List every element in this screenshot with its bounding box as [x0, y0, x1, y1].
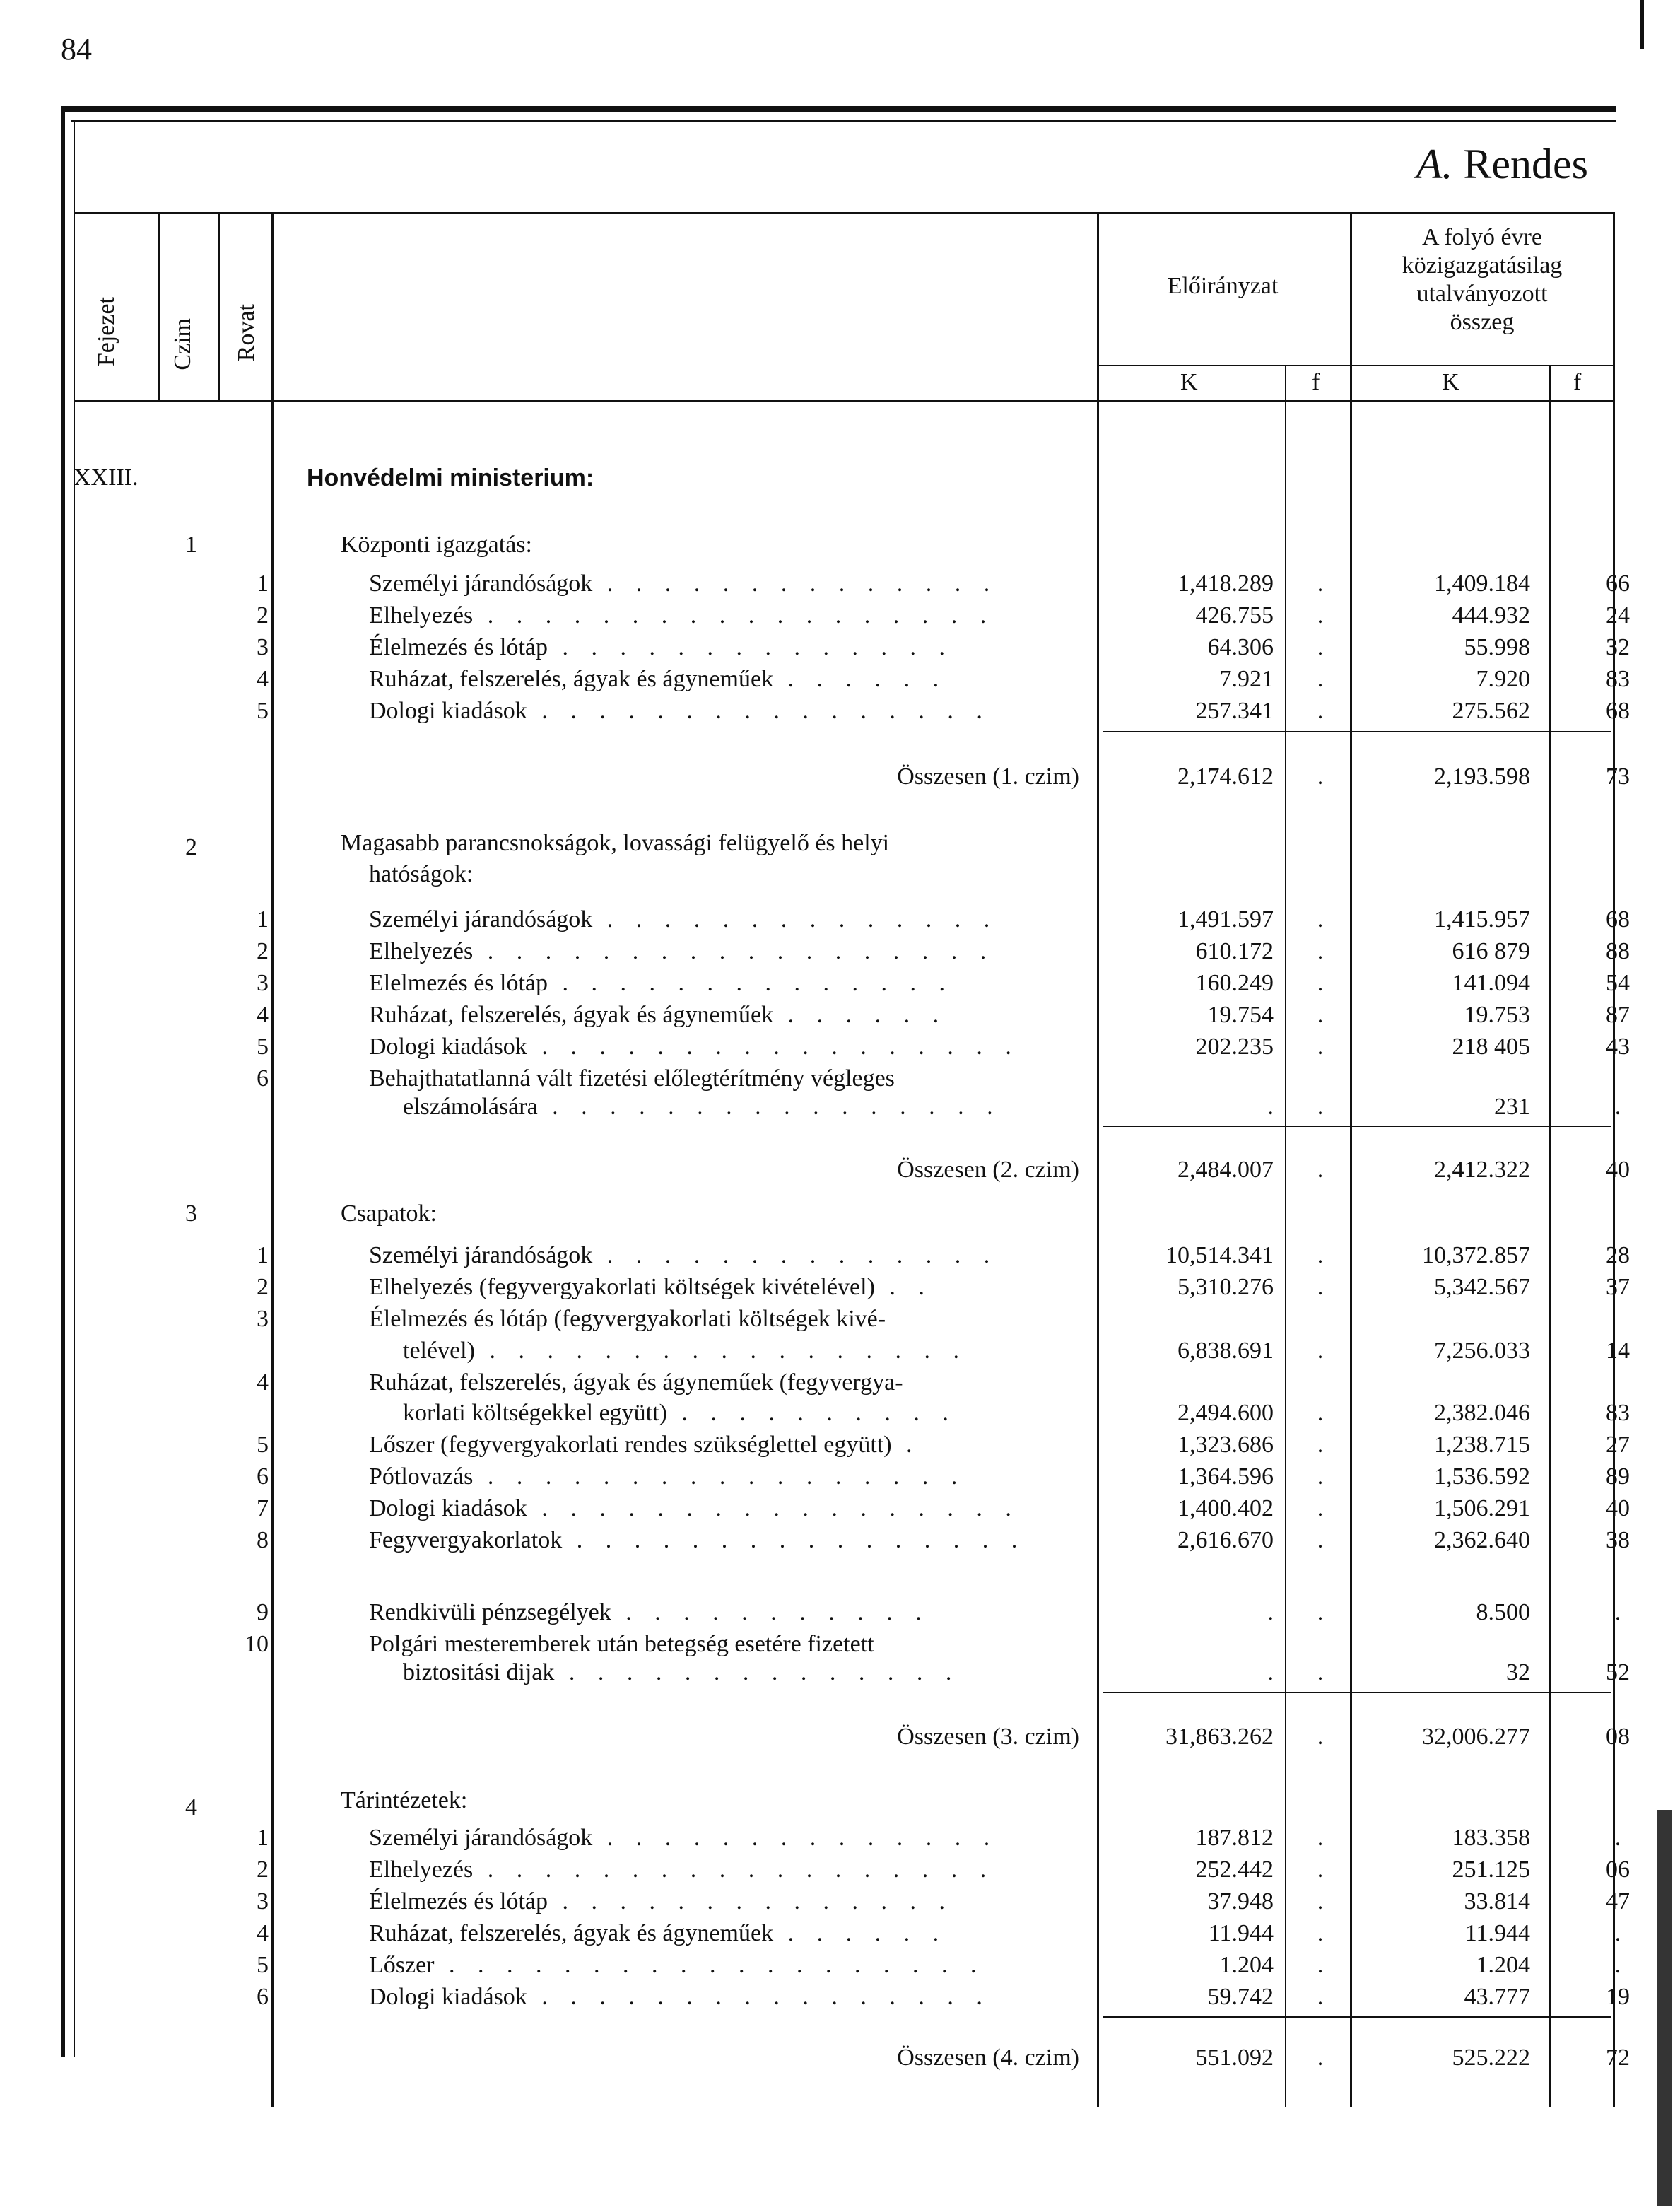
frame-left-rule-thin: [74, 120, 75, 2057]
eloiranyzat-f: .: [1317, 1094, 1324, 1120]
row-label: [369, 1273, 1076, 1302]
rovat-number: 3: [257, 1306, 269, 1332]
eloiranyzat-k: .: [1267, 1659, 1274, 1685]
eloiranyzat-f: .: [1317, 1659, 1324, 1685]
row-label-text: Elelmezés és lótáp: [369, 970, 548, 996]
row-label-text: Pótlovazás: [369, 1463, 474, 1490]
margin-mark-top: [1640, 0, 1644, 49]
eloiranyzat-f: .: [1317, 1338, 1324, 1364]
utalvanyozott-f: 40: [1606, 1495, 1630, 1521]
row-label-text: Elhelyezés: [369, 1857, 474, 1883]
eloiranyzat-k: 202.235: [1195, 1034, 1274, 1060]
leader-dots: . . . . . . . . . . . . . . . .: [527, 698, 991, 724]
leader-dots: . . . . . .: [773, 1920, 948, 1946]
eloiranyzat-k: 19.754: [1207, 1002, 1274, 1028]
czim-title-continued: hatóságok:: [369, 861, 474, 887]
row-label-text: Dologi kiadások: [369, 698, 527, 724]
row-label: [369, 1462, 1076, 1492]
row-label-continued: [403, 1658, 1110, 1688]
row-label: [369, 569, 1076, 599]
utalvanyozott-f: 40: [1606, 1157, 1630, 1183]
eloiranyzat-f: .: [1317, 1274, 1324, 1300]
utalvanyozott-f: 47: [1606, 1888, 1630, 1914]
utalvanyozott-k: 183.358: [1452, 1825, 1530, 1851]
row-label: [369, 665, 1076, 694]
eloiranyzat-k: 610.172: [1195, 938, 1274, 964]
frame-left-rule: [61, 106, 65, 2057]
header-fejezet: Fejezet: [93, 297, 119, 367]
row-label-text: Élelmezés és lótáp (fegyvergyakorlati költségek kivé-: [369, 1306, 886, 1332]
header-ef: f: [1312, 369, 1320, 395]
utalvanyozott-f: 66: [1606, 571, 1630, 597]
row-label: [369, 1032, 1076, 1062]
utalvanyozott-k: 1.204: [1476, 1952, 1530, 1978]
eloiranyzat-f: .: [1317, 666, 1324, 692]
header-utalvanyozott: [1351, 223, 1613, 337]
rovat-number: 8: [257, 1527, 269, 1553]
leader-dots: . . . . . . . . . . . . . .: [592, 1242, 999, 1268]
utalvanyozott-k: 2,362.640: [1434, 1527, 1530, 1553]
utalvanyozott-f: .: [1614, 1920, 1621, 1946]
header-czim: Czim: [170, 318, 196, 370]
rovat-number: 2: [257, 938, 269, 964]
leader-dots: . . . . . . . . . . . . . .: [548, 1888, 954, 1914]
rovat-number: 5: [257, 1034, 269, 1060]
eloiranyzat-f: .: [1317, 571, 1324, 597]
row-label: [369, 633, 1076, 662]
eloiranyzat-f: .: [1317, 1495, 1324, 1521]
eloiranyzat-k: 2,174.612: [1177, 764, 1274, 790]
eloiranyzat-f: .: [1317, 2045, 1324, 2071]
row-label: [369, 1982, 1076, 2012]
leader-dots: . . . . . . . . . . . . . . . .: [527, 1984, 991, 2010]
utalvanyozott-f: .: [1614, 1825, 1621, 1851]
header-utalvanyozott-line-2: közigazgatásilag: [1402, 252, 1563, 279]
utalvanyozott-k: 7,256.033: [1434, 1338, 1530, 1364]
eloiranyzat-f: .: [1317, 970, 1324, 996]
row-label-text: Dologi kiadások: [369, 1034, 527, 1060]
row-label: [369, 1368, 1076, 1398]
utalvanyozott-f: 83: [1606, 1400, 1630, 1426]
utalvanyozott-k: 616 879: [1452, 938, 1530, 964]
eloiranyzat-f: .: [1317, 698, 1324, 724]
utalvanyozott-f: 68: [1606, 698, 1630, 724]
eloiranyzat-k: 426.755: [1195, 602, 1274, 628]
eloiranyzat-k: 10,514.341: [1165, 1242, 1274, 1268]
eloiranyzat-k: 257.341: [1195, 698, 1274, 724]
rovat-number: 1: [257, 1242, 269, 1268]
rovat-number: 2: [257, 602, 269, 628]
rovat-number: 4: [257, 1369, 269, 1396]
leader-dots: .: [891, 1432, 921, 1458]
row-label-text: Élelmezés és lótáp: [369, 634, 548, 660]
header-eloiranyzat: Előirányzat: [1167, 273, 1279, 299]
leader-dots: . . . . . . . . . . . . . . . .: [537, 1094, 1001, 1120]
section-letter: A.: [1416, 141, 1453, 187]
rule-czim: [218, 212, 220, 402]
eloiranyzat-k: 2,616.670: [1177, 1527, 1274, 1553]
leader-dots: . . . . . . . . . . . . . .: [548, 634, 954, 660]
row-label-text: Ruházat, felszerelés, ágyak és ágyneműek: [369, 1920, 774, 1946]
row-label: [369, 1630, 1076, 1659]
header-uk: K: [1442, 369, 1459, 395]
row-label: [369, 1855, 1076, 1885]
utalvanyozott-f: 83: [1606, 666, 1630, 692]
leader-dots: . . . . . . . . . . . . . .: [592, 1825, 999, 1851]
utalvanyozott-k: 19.753: [1464, 1002, 1530, 1028]
row-label-text: Élelmezés és lótáp: [369, 1888, 548, 1914]
eloiranyzat-k: 59.742: [1207, 1984, 1274, 2010]
utalvanyozott-f: 28: [1606, 1242, 1630, 1268]
rovat-number: 1: [257, 1825, 269, 1851]
row-label: [369, 696, 1076, 726]
eloiranyzat-k: 6,838.691: [1177, 1338, 1274, 1364]
eloiranyzat-k: 2,494.600: [1177, 1400, 1274, 1426]
eloiranyzat-k: 252.442: [1195, 1857, 1274, 1883]
eloiranyzat-f: .: [1317, 1888, 1324, 1914]
leader-dots: . . . . . .: [773, 666, 948, 692]
rule-uk-uf: [1549, 365, 1551, 2107]
row-label: [369, 1241, 1076, 1270]
row-label-text: korlati költségekkel együtt): [403, 1400, 667, 1426]
header-bottom-line: [74, 400, 1614, 402]
leader-dots: . . . . . .: [773, 1002, 948, 1028]
utalvanyozott-k: 231: [1494, 1094, 1530, 1120]
rovat-number: 1: [257, 571, 269, 597]
eloiranyzat-k: 1,491.597: [1177, 906, 1274, 932]
rovat-number: 2: [257, 1274, 269, 1300]
eloiranyzat-f: .: [1317, 1400, 1324, 1426]
eloiranyzat-k: 187.812: [1195, 1825, 1274, 1851]
eloiranyzat-f: .: [1317, 1599, 1324, 1625]
eloiranyzat-f: .: [1317, 1034, 1324, 1060]
utalvanyozott-f: 24: [1606, 602, 1630, 628]
utalvanyozott-k: 1,409.184: [1434, 571, 1530, 597]
eloiranyzat-f: .: [1317, 1724, 1324, 1750]
leader-dots: . . . . . . . . . . . . . . . . .: [474, 1338, 968, 1364]
eloiranyzat-f: .: [1317, 1952, 1324, 1978]
row-label-text: Fegyvergyakorlatok: [369, 1527, 563, 1553]
utalvanyozott-k: 2,382.046: [1434, 1400, 1530, 1426]
row-label-continued: [403, 1398, 1110, 1428]
leader-dots: . . . . . . . . . . . . . .: [554, 1659, 961, 1685]
row-label: [369, 1494, 1076, 1524]
subtotal-rule: [1103, 2016, 1611, 2018]
row-label: [369, 1064, 1076, 1094]
utalvanyozott-f: 88: [1606, 938, 1630, 964]
row-label: [369, 1000, 1076, 1030]
leader-dots: . . . . . . . . . . . . . . . . .: [527, 1034, 1020, 1060]
header-utalvanyozott-line-3: utalványozott: [1416, 281, 1548, 307]
subtotal-rule: [1103, 1126, 1611, 1127]
row-label: [369, 1304, 1076, 1334]
row-label-text: Polgári mesteremberek után betegség esetére fizetett: [369, 1631, 874, 1657]
row-label: [369, 1430, 1076, 1460]
row-label-text: Elhelyezés: [369, 602, 474, 628]
section-title: [1416, 140, 1588, 189]
eloiranyzat-k: 11.944: [1208, 1920, 1274, 1946]
rovat-number: 6: [257, 1463, 269, 1490]
leader-dots: . . . . . . . . . . . . . . . . . .: [473, 1857, 995, 1883]
eloiranyzat-k: 2,484.007: [1177, 1157, 1274, 1183]
czim-number: 3: [185, 1200, 197, 1227]
row-label-text: Személyi járandóságok: [369, 1825, 593, 1851]
utalvanyozott-f: 72: [1606, 2045, 1630, 2071]
rovat-number: 4: [257, 1002, 269, 1028]
rovat-number: 2: [257, 1857, 269, 1883]
czim-number: 2: [185, 834, 197, 860]
row-label-text: Lőszer (fegyvergyakorlati rendes szükséglettel együtt): [369, 1432, 892, 1458]
leader-dots: . . . . . . . . . . . . . . . . . .: [473, 938, 995, 964]
eloiranyzat-k: 1,364.596: [1177, 1463, 1274, 1490]
czim-number: 4: [185, 1794, 197, 1820]
utalvanyozott-f: 52: [1606, 1659, 1630, 1685]
section-name: Rendes: [1463, 141, 1588, 187]
utalvanyozott-f: .: [1614, 1599, 1621, 1625]
leader-dots: . . . . . . . . . . . . . .: [592, 571, 999, 597]
eloiranyzat-f: .: [1317, 1242, 1324, 1268]
total-label: Összesen (4. czim): [897, 2045, 1079, 2071]
eloiranyzat-k: .: [1267, 1094, 1274, 1120]
utalvanyozott-f: 19: [1606, 1984, 1630, 2010]
utalvanyozott-f: .: [1614, 1094, 1621, 1120]
header-rovat: Rovat: [233, 304, 259, 362]
utalvanyozott-f: 37: [1606, 1274, 1630, 1300]
total-label: Összesen (1. czim): [897, 764, 1079, 790]
row-label-text: Lőszer: [369, 1952, 435, 1978]
rule-fejezet: [158, 212, 160, 402]
row-label: [369, 1919, 1076, 1948]
utalvanyozott-f: .: [1614, 1952, 1621, 1978]
utalvanyozott-k: 43.777: [1464, 1984, 1530, 2010]
utalvanyozott-f: 32: [1606, 634, 1630, 660]
utalvanyozott-k: 1,238.715: [1434, 1432, 1530, 1458]
rovat-number: 3: [257, 634, 269, 660]
utalvanyozott-k: 32: [1506, 1659, 1530, 1685]
eloiranyzat-f: .: [1317, 1920, 1324, 1946]
row-label-text: Személyi járandóságok: [369, 571, 593, 597]
eloiranyzat-k: 5,310.276: [1177, 1274, 1274, 1300]
header-uf: f: [1573, 369, 1582, 395]
eloiranyzat-k: 551.092: [1195, 2045, 1274, 2071]
leader-dots: . . . . . . . . . . . . . . . .: [562, 1527, 1026, 1553]
eloiranyzat-k: 1,400.402: [1177, 1495, 1274, 1521]
utalvanyozott-k: 525.222: [1452, 2045, 1530, 2071]
row-label-text: telével): [403, 1338, 475, 1364]
eloiranyzat-f: .: [1317, 1527, 1324, 1553]
row-label-text: Ruházat, felszerelés, ágyak és ágyneműek: [369, 666, 774, 692]
eloiranyzat-f: .: [1317, 1857, 1324, 1883]
eloiranyzat-k: 7.921: [1219, 666, 1274, 692]
czim-number: 1: [185, 532, 197, 558]
subtotal-rule: [1103, 731, 1611, 732]
header-utalvanyozott-line-4: összeg: [1450, 309, 1515, 335]
utalvanyozott-f: 27: [1606, 1432, 1630, 1458]
rovat-number: 6: [257, 1984, 269, 2010]
eloiranyzat-k: 31,863.262: [1165, 1724, 1274, 1750]
utalvanyozott-k: 33.814: [1464, 1888, 1530, 1914]
utalvanyozott-f: 43: [1606, 1034, 1630, 1060]
czim-title: Tárintézetek:: [341, 1787, 468, 1813]
utalvanyozott-k: 275.562: [1452, 698, 1530, 724]
rovat-number: 3: [257, 1888, 269, 1914]
eloiranyzat-f: .: [1317, 602, 1324, 628]
eloiranyzat-f: .: [1317, 1984, 1324, 2010]
row-label: [369, 1951, 1076, 1980]
row-label-text: Elhelyezés (fegyvergyakorlati költségek kivételével): [369, 1274, 875, 1300]
rule-rovat: [271, 212, 274, 2107]
utalvanyozott-k: 2,412.322: [1434, 1157, 1530, 1183]
rovat-number: 6: [257, 1065, 269, 1092]
utalvanyozott-k: 141.094: [1452, 970, 1530, 996]
utalvanyozott-f: 06: [1606, 1857, 1630, 1883]
rovat-number: 3: [257, 970, 269, 996]
eloiranyzat-k: 64.306: [1207, 634, 1274, 660]
utalvanyozott-f: 73: [1606, 764, 1630, 790]
leader-dots: . . . . . . . . . . . . . . . . .: [473, 1463, 966, 1490]
row-label: [369, 969, 1076, 998]
czim-title: Magasabb parancsnokságok, lovassági felügyelő és helyi: [341, 830, 890, 856]
utalvanyozott-k: 444.932: [1452, 602, 1530, 628]
utalvanyozott-k: 32,006.277: [1422, 1724, 1530, 1750]
eloiranyzat-k: 160.249: [1195, 970, 1274, 996]
sub-header-line: [1097, 365, 1614, 366]
total-label: Összesen (2. czim): [897, 1157, 1079, 1183]
leader-dots: . .: [874, 1274, 933, 1300]
row-label: [369, 1823, 1076, 1853]
row-label: [369, 937, 1076, 966]
eloiranyzat-k: .: [1267, 1599, 1274, 1625]
rovat-number: 4: [257, 1920, 269, 1946]
row-label: [369, 1598, 1076, 1627]
header-top-line: [74, 212, 1614, 214]
utalvanyozott-f: 54: [1606, 970, 1630, 996]
margin-mark-binding: [1657, 1810, 1672, 2206]
row-label: [369, 1526, 1076, 1555]
row-label: [369, 905, 1076, 935]
rovat-number: 9: [257, 1599, 269, 1625]
eloiranyzat-f: .: [1317, 1463, 1324, 1490]
row-label: [369, 1887, 1076, 1917]
utalvanyozott-k: 11.944: [1464, 1920, 1530, 1946]
row-label-text: Személyi járandóságok: [369, 1242, 593, 1268]
row-label-text: Dologi kiadások: [369, 1984, 527, 2010]
utalvanyozott-k: 1,506.291: [1434, 1495, 1530, 1521]
row-label-text: Személyi járandóságok: [369, 906, 593, 932]
rovat-number: 7: [257, 1495, 269, 1521]
utalvanyozott-k: 7.920: [1476, 666, 1530, 692]
row-label-text: Dologi kiadások: [369, 1495, 527, 1521]
czim-title: Központi igazgatás:: [341, 532, 532, 558]
rovat-number: 4: [257, 666, 269, 692]
chapter-roman: XXIII.: [74, 464, 139, 491]
eloiranyzat-k: 1.204: [1219, 1952, 1274, 1978]
utalvanyozott-f: 87: [1606, 1002, 1630, 1028]
chapter-title: Honvédelmi ministerium:: [307, 464, 594, 491]
row-label-text: elszámolására: [403, 1094, 538, 1120]
utalvanyozott-k: 8.500: [1476, 1599, 1530, 1625]
eloiranyzat-f: .: [1317, 1157, 1324, 1183]
utalvanyozott-k: 5,342.567: [1434, 1274, 1530, 1300]
utalvanyozott-k: 1,415.957: [1434, 906, 1530, 932]
page-number: 84: [61, 32, 92, 66]
total-label: Összesen (3. czim): [897, 1724, 1079, 1750]
leader-dots: . . . . . . . . . . . . . . . . . .: [473, 602, 995, 628]
rovat-number: 5: [257, 698, 269, 724]
row-label-text: Behajthatatlanná vált fizetési előlegtérítmény végleges: [369, 1065, 895, 1092]
eloiranyzat-f: .: [1317, 938, 1324, 964]
utalvanyozott-k: 10,372.857: [1422, 1242, 1530, 1268]
row-label: [369, 601, 1076, 631]
rovat-number: 1: [257, 906, 269, 932]
rovat-number: 10: [245, 1631, 269, 1657]
eloiranyzat-k: 37.948: [1207, 1888, 1274, 1914]
header-ek: K: [1180, 369, 1198, 395]
utalvanyozott-k: 1,536.592: [1434, 1463, 1530, 1490]
utalvanyozott-f: 89: [1606, 1463, 1630, 1490]
eloiranyzat-f: .: [1317, 1002, 1324, 1028]
subtotal-rule: [1103, 1692, 1611, 1693]
utalvanyozott-k: 251.125: [1452, 1857, 1530, 1883]
row-label-continued: [403, 1336, 1110, 1366]
leader-dots: . . . . . . . . . .: [666, 1400, 957, 1426]
leader-dots: . . . . . . . . . . . . . .: [592, 906, 999, 932]
utalvanyozott-k: 2,193.598: [1434, 764, 1530, 790]
eloiranyzat-f: .: [1317, 1432, 1324, 1458]
leader-dots: . . . . . . . . . . . . . . . . .: [527, 1495, 1020, 1521]
utalvanyozott-f: 38: [1606, 1527, 1630, 1553]
rovat-number: 5: [257, 1432, 269, 1458]
row-label-text: biztositási dijak: [403, 1659, 555, 1685]
rovat-number: 5: [257, 1952, 269, 1978]
eloiranyzat-k: 1,323.686: [1177, 1432, 1274, 1458]
utalvanyozott-k: 55.998: [1464, 634, 1530, 660]
eloiranyzat-f: .: [1317, 764, 1324, 790]
eloiranyzat-k: 1,418.289: [1177, 571, 1274, 597]
eloiranyzat-f: .: [1317, 906, 1324, 932]
eloiranyzat-f: .: [1317, 634, 1324, 660]
row-label-text: Ruházat, felszerelés, ágyak és ágyneműek (fegyvergya-: [369, 1369, 903, 1396]
utalvanyozott-k: 218 405: [1452, 1034, 1530, 1060]
utalvanyozott-f: 08: [1606, 1724, 1630, 1750]
row-label-text: Rendkivüli pénzsegélyek: [369, 1599, 611, 1625]
eloiranyzat-f: .: [1317, 1825, 1324, 1851]
leader-dots: . . . . . . . . . . .: [611, 1599, 930, 1625]
utalvanyozott-f: 14: [1606, 1338, 1630, 1364]
row-label-continued: [403, 1092, 1110, 1122]
row-label-text: Ruházat, felszerelés, ágyak és ágyneműek: [369, 1002, 774, 1028]
czim-title: Csapatok:: [341, 1200, 437, 1227]
rule-ek-ef: [1285, 365, 1286, 2107]
utalvanyozott-f: 68: [1606, 906, 1630, 932]
leader-dots: . . . . . . . . . . . . . . . . . . .: [434, 1952, 985, 1978]
leader-dots: . . . . . . . . . . . . . .: [548, 970, 954, 996]
header-utalvanyozott-line-1: A folyó évre: [1422, 224, 1542, 250]
row-label-text: Elhelyezés: [369, 938, 474, 964]
frame-top-rule-thin: [71, 120, 1616, 122]
frame-top-rule: [61, 106, 1616, 112]
